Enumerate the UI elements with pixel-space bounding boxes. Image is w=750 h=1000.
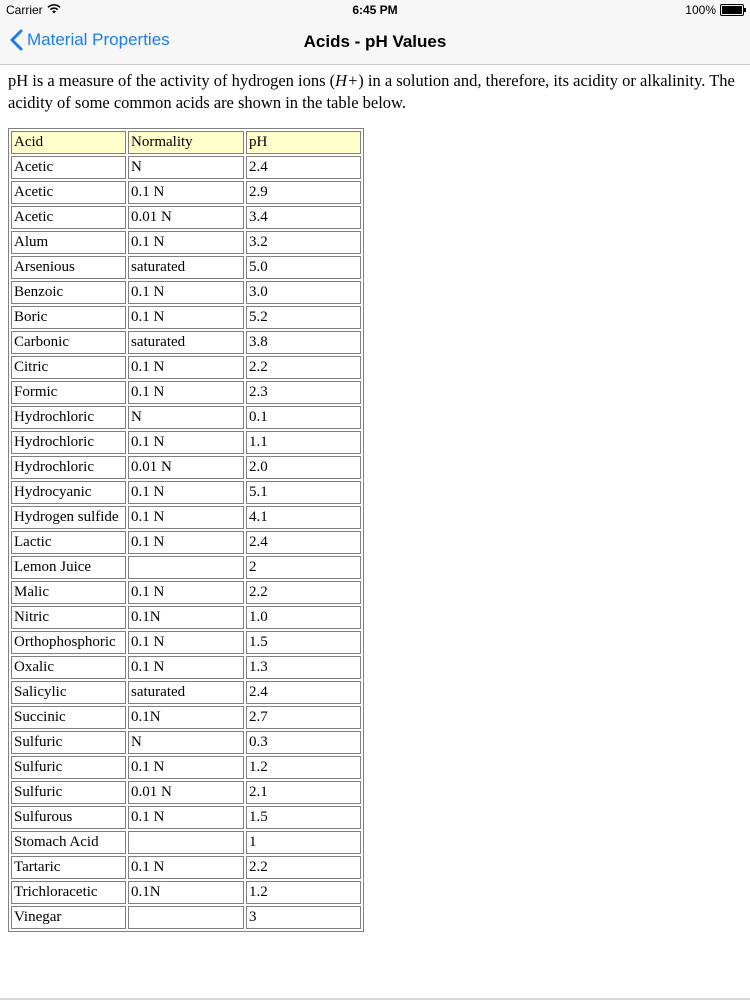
cell-normality: 0.1 N: [128, 531, 244, 554]
table-row: [11, 631, 361, 654]
cell-ph: 3: [246, 906, 361, 929]
table-row: [11, 581, 361, 604]
cell-acid: Alum: [11, 231, 126, 254]
cell-ph: 3.4: [246, 206, 361, 229]
cell-ph: 2.4: [246, 156, 361, 179]
table-row: [11, 356, 361, 379]
cell-ph: 0.3: [246, 731, 361, 754]
cell-normality: 0.1 N: [128, 181, 244, 204]
cell-acid: Stomach Acid: [11, 831, 126, 854]
cell-acid: Lactic: [11, 531, 126, 554]
cell-ph: 1.0: [246, 606, 361, 629]
table-row: [11, 456, 361, 479]
cell-normality: 0.1N: [128, 706, 244, 729]
cell-ph: 2.2: [246, 356, 361, 379]
cell-normality: 0.1 N: [128, 231, 244, 254]
cell-ph: 4.1: [246, 506, 361, 529]
cell-normality: 0.01 N: [128, 456, 244, 479]
cell-ph: 3.2: [246, 231, 361, 254]
cell-acid: Sulfuric: [11, 781, 126, 804]
cell-acid: Hydrochloric: [11, 456, 126, 479]
cell-normality: 0.1 N: [128, 306, 244, 329]
cell-acid: Hydrogen sulfide: [11, 506, 126, 529]
cell-ph: 1.2: [246, 881, 361, 904]
table-row: [11, 231, 361, 254]
status-right: [685, 3, 744, 17]
cell-ph: 2.3: [246, 381, 361, 404]
cell-acid: Boric: [11, 306, 126, 329]
table-row: [11, 181, 361, 204]
cell-ph: 2.2: [246, 856, 361, 879]
cell-acid: Carbonic: [11, 331, 126, 354]
intro-text-before: pH is a measure of the activity of hydrogen ions (: [8, 71, 336, 90]
cell-normality: [128, 906, 244, 929]
cell-normality: N: [128, 406, 244, 429]
status-bar: [0, 0, 750, 20]
cell-normality: 0.1 N: [128, 281, 244, 304]
hydrogen-ion-symbol: H+: [335, 71, 359, 90]
cell-ph: 5.1: [246, 481, 361, 504]
cell-normality: 0.1 N: [128, 431, 244, 454]
cell-ph: 2.0: [246, 456, 361, 479]
intro-paragraph: [8, 70, 742, 114]
table-row: [11, 856, 361, 879]
cell-ph: 3.0: [246, 281, 361, 304]
cell-normality: 0.1 N: [128, 581, 244, 604]
cell-acid: Sulfurous: [11, 806, 126, 829]
cell-acid: Lemon Juice: [11, 556, 126, 579]
table-row: [11, 506, 361, 529]
cell-normality: 0.1N: [128, 881, 244, 904]
table-row: [11, 331, 361, 354]
cell-ph: 2.1: [246, 781, 361, 804]
cell-acid: Sulfuric: [11, 731, 126, 754]
cell-ph: 1.1: [246, 431, 361, 454]
cell-normality: 0.1 N: [128, 656, 244, 679]
cell-normality: 0.1 N: [128, 756, 244, 779]
table-row: [11, 156, 361, 179]
cell-acid: Oxalic: [11, 656, 126, 679]
cell-ph: 3.8: [246, 331, 361, 354]
table-row: [11, 381, 361, 404]
cell-normality: [128, 556, 244, 579]
cell-normality: 0.1N: [128, 606, 244, 629]
table-row: [11, 306, 361, 329]
cell-normality: 0.1 N: [128, 806, 244, 829]
cell-normality: 0.1 N: [128, 356, 244, 379]
table-row: [11, 706, 361, 729]
cell-ph: 0.1: [246, 406, 361, 429]
cell-ph: 1.5: [246, 631, 361, 654]
table-row: [11, 556, 361, 579]
cell-acid: Hydrochloric: [11, 431, 126, 454]
cell-normality: 0.1 N: [128, 381, 244, 404]
cell-acid: Acetic: [11, 156, 126, 179]
table-row: [11, 281, 361, 304]
cell-acid: Nitric: [11, 606, 126, 629]
cell-normality: saturated: [128, 331, 244, 354]
table-header-row: [11, 131, 361, 154]
table-row: [11, 206, 361, 229]
cell-ph: 1.3: [246, 656, 361, 679]
cell-acid: Succinic: [11, 706, 126, 729]
cell-normality: 0.01 N: [128, 781, 244, 804]
cell-acid: Trichloracetic: [11, 881, 126, 904]
table-row: [11, 481, 361, 504]
battery-icon: [720, 4, 744, 16]
table-row: [11, 781, 361, 804]
intro-text-after: ) in a solution and, therefore, its acidity or alkalinity. The acidity of some common acids are shown in the table below.: [8, 71, 735, 112]
cell-normality: 0.1 N: [128, 631, 244, 654]
table-row: [11, 656, 361, 679]
cell-normality: 0.1 N: [128, 856, 244, 879]
cell-ph: 1: [246, 831, 361, 854]
cell-ph: 1.2: [246, 756, 361, 779]
table-row: [11, 606, 361, 629]
header-normality: Normality: [128, 131, 244, 154]
cell-normality: 0.1 N: [128, 481, 244, 504]
cell-acid: Hydrocyanic: [11, 481, 126, 504]
cell-ph: 5.2: [246, 306, 361, 329]
cell-acid: Sulfuric: [11, 756, 126, 779]
cell-acid: Benzoic: [11, 281, 126, 304]
header-ph: pH: [246, 131, 361, 154]
cell-acid: Salicylic: [11, 681, 126, 704]
cell-ph: 2.4: [246, 531, 361, 554]
cell-normality: [128, 831, 244, 854]
status-time: 6:45 PM: [352, 3, 398, 17]
cell-acid: Arsenious: [11, 256, 126, 279]
cell-ph: 5.0: [246, 256, 361, 279]
acids-ph-table: [8, 128, 364, 932]
table-row: [11, 831, 361, 854]
cell-normality: 0.01 N: [128, 206, 244, 229]
navigation-bar: [0, 20, 750, 65]
cell-acid: Acetic: [11, 181, 126, 204]
cell-normality: 0.1 N: [128, 506, 244, 529]
table-row: [11, 906, 361, 929]
cell-acid: Orthophosphoric: [11, 631, 126, 654]
content-area: [8, 70, 742, 932]
cell-acid: Formic: [11, 381, 126, 404]
cell-acid: Tartaric: [11, 856, 126, 879]
header-acid: Acid: [11, 131, 126, 154]
cell-acid: Acetic: [11, 206, 126, 229]
cell-normality: N: [128, 156, 244, 179]
carrier-label: Carrier: [6, 3, 43, 17]
table-row: [11, 731, 361, 754]
cell-acid: Vinegar: [11, 906, 126, 929]
battery-percent: 100%: [685, 3, 716, 17]
cell-ph: 2.4: [246, 681, 361, 704]
back-button-label: Material Properties: [27, 30, 170, 49]
cell-normality: N: [128, 731, 244, 754]
table-row: [11, 256, 361, 279]
cell-ph: 1.5: [246, 806, 361, 829]
cell-ph: 2.9: [246, 181, 361, 204]
page-title: Acids - pH Values: [303, 32, 447, 51]
table-row: [11, 681, 361, 704]
table-row: [11, 531, 361, 554]
table-row: [11, 881, 361, 904]
cell-ph: 2: [246, 556, 361, 579]
cell-acid: Citric: [11, 356, 126, 379]
cell-ph: 2.7: [246, 706, 361, 729]
cell-normality: saturated: [128, 256, 244, 279]
table-row: [11, 806, 361, 829]
cell-acid: Hydrochloric: [11, 406, 126, 429]
cell-normality: saturated: [128, 681, 244, 704]
table-row: [11, 431, 361, 454]
cell-acid: Malic: [11, 581, 126, 604]
table-row: [11, 756, 361, 779]
table-row: [11, 406, 361, 429]
cell-ph: 2.2: [246, 581, 361, 604]
